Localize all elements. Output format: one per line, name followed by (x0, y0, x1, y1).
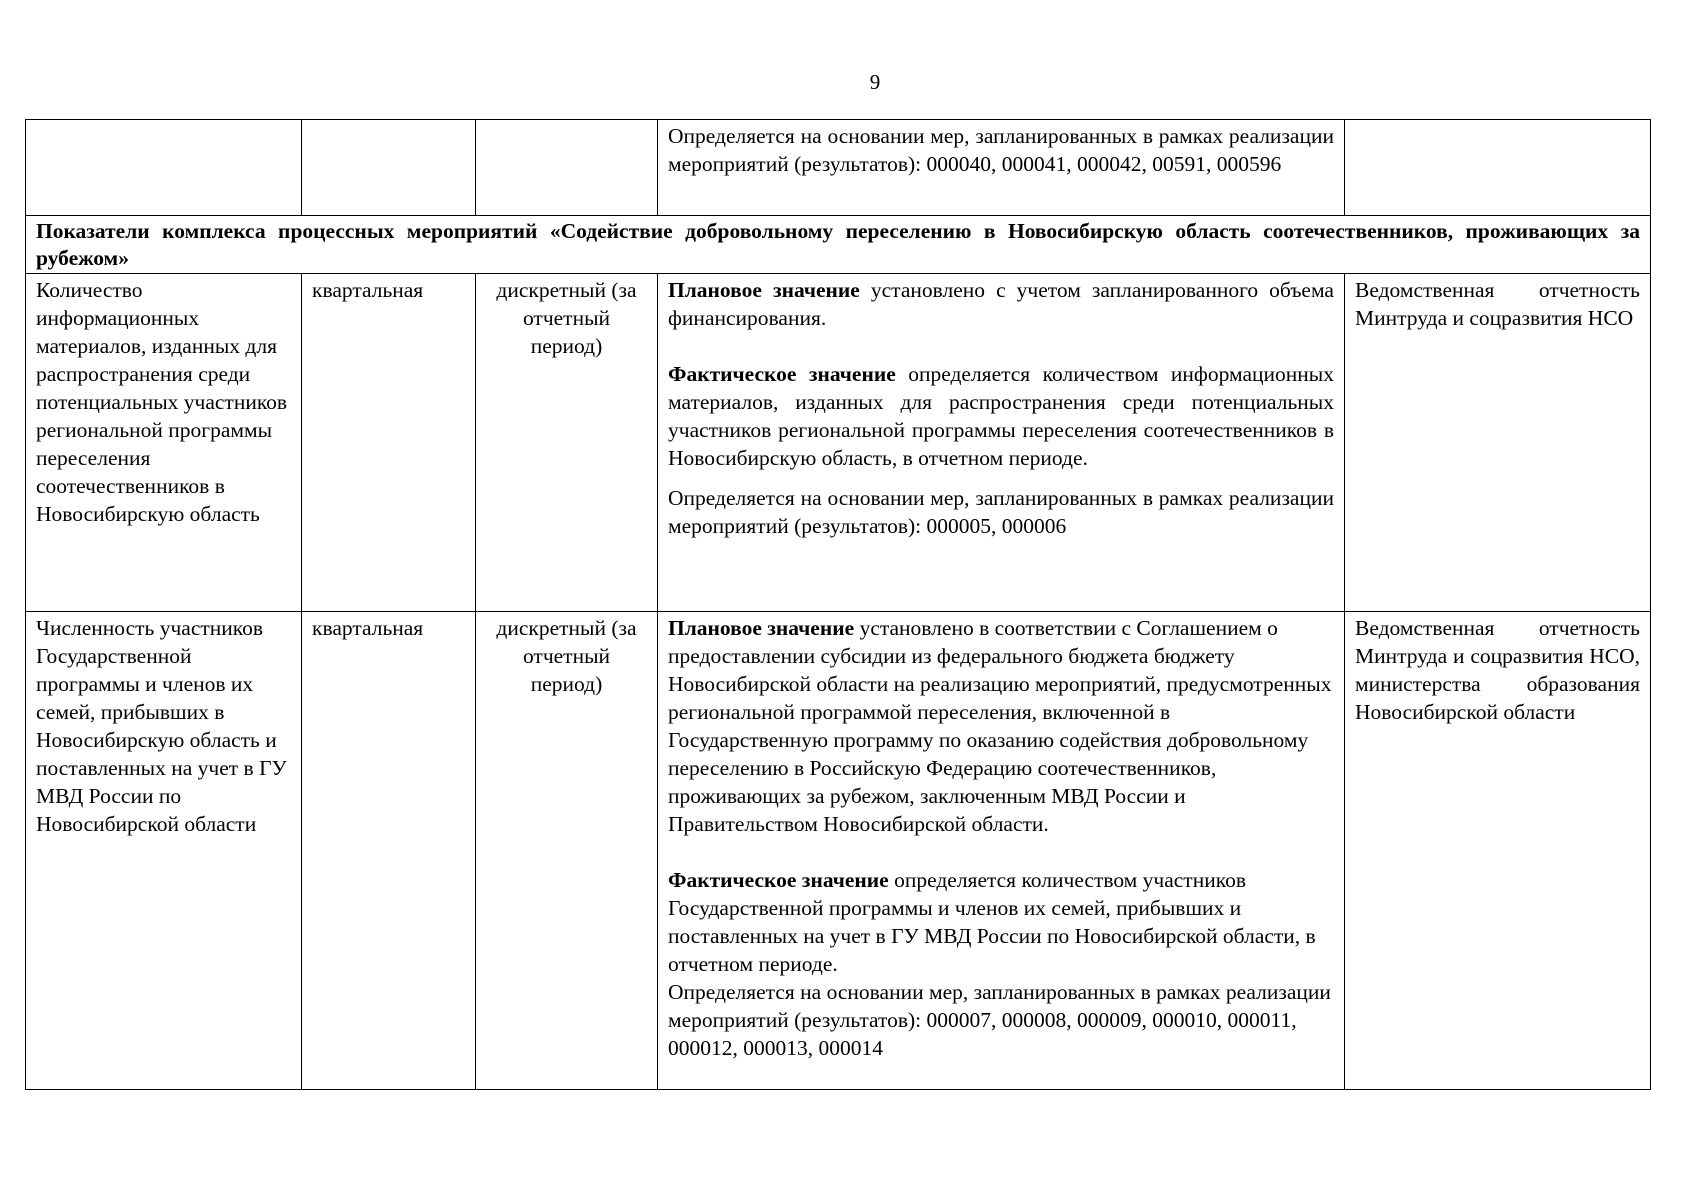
plan-label: Плановое значение (668, 278, 860, 302)
fact-paragraph (668, 866, 1334, 978)
basis-paragraph: Определяется на основании мер, запланированных в рамках реализации мероприятий (результатов): 000005, 000006 (668, 486, 1334, 538)
fact-label: Фактическое значение (668, 868, 889, 892)
indicator-cell: Количество информационных материалов, изданных для распространения среди потенциальных участников региональной программы переселения соотечественников в Новосибирскую область (26, 274, 302, 612)
periodicity-cell: квартальная (302, 612, 476, 1090)
method-cell (658, 612, 1345, 1090)
periodicity-cell (302, 120, 476, 216)
basis-paragraph: Определяется на основании мер, запланированных в рамках реализации мероприятий (результатов): 000007, 000008, 000009, 000010, 000011, 000012, 000013, 000014 (668, 980, 1331, 1060)
table-row (26, 274, 1651, 612)
fact-label: Фактическое значение (668, 362, 896, 386)
source-cell: Ведомственная отчетность Минтруда и соцразвития НСО, министерства образования Новосибирской области (1345, 612, 1651, 1090)
method-cell (658, 120, 1345, 216)
type-cell: дискретный (за отчетный период) (476, 612, 658, 1090)
method-cell (658, 274, 1345, 612)
section-header-row (26, 216, 1651, 274)
indicator-cell (26, 120, 302, 216)
type-cell (476, 120, 658, 216)
plan-text: установлено в соответствии с Соглашением о предоставлении субсидии из федерального бюджета бюджету Новосибирской области на реализацию мероприятий, предусмотренных региональной программой переселения, включенной в Государственную программу по оказанию содействия добровольному переселению в Российскую Федерацию соотечественников, проживающих за рубежом, заключенным МВД России и Правительством Новосибирской области. (668, 616, 1332, 836)
source-cell (1345, 120, 1651, 216)
plan-paragraph (668, 276, 1334, 332)
section-header: Показатели комплекса процессных мероприятий «Содействие добровольному переселению в Новосибирскую область соотечественников, проживающих за рубежом» (26, 216, 1651, 274)
periodicity-cell: квартальная (302, 274, 476, 612)
fact-text: определяется количеством участников Государственной программы и членов их семей, прибывших и поставленных на учет в ГУ МВД России по Новосибирской области, в отчетном периоде. (668, 868, 1316, 976)
source-cell: Ведомственная отчетность Минтруда и соцразвития НСО (1345, 274, 1651, 612)
plan-paragraph (668, 614, 1334, 838)
plan-label: Плановое значение (668, 616, 855, 640)
plan-text: установлено с учетом запланированного объема финансирования. (668, 278, 1334, 330)
indicator-cell: Численность участников Государственной программы и членов их семей, прибывших в Новосибирскую область и поставленных на учет в ГУ МВД России по Новосибирской области (26, 612, 302, 1090)
type-cell: дискретный (за отчетный период) (476, 274, 658, 612)
table-row (26, 612, 1651, 1090)
indicators-table (25, 119, 1651, 1090)
fact-text: определяется количеством информационных материалов, изданных для распространения среди потенциальных участников региональной программы переселения соотечественников в Новосибирскую область, в отчетном периоде. (668, 362, 1334, 470)
fact-paragraph (668, 360, 1334, 472)
method-text: Определяется на основании мер, запланированных в рамках реализации мероприятий (результатов): 000040, 000041, 000042, 00591, 000596 (668, 124, 1334, 176)
table-row (26, 120, 1651, 216)
page-number: 9 (869, 70, 881, 94)
